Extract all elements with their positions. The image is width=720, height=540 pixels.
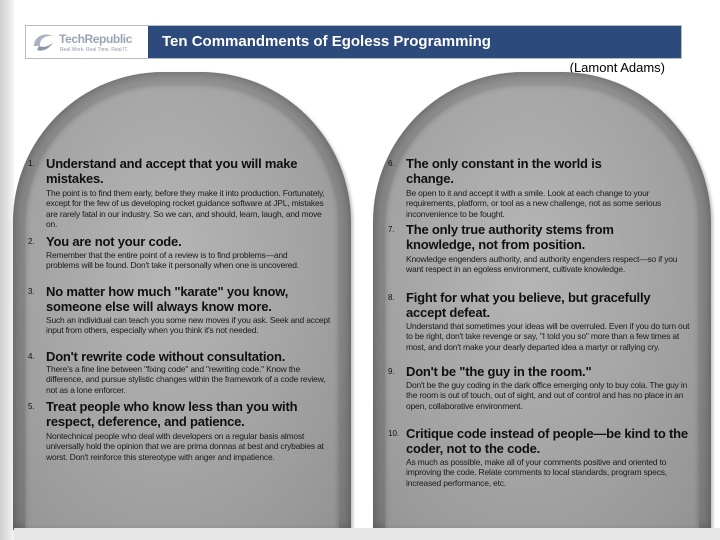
- logo-name: TechRepublic: [59, 32, 132, 46]
- title-band: [148, 26, 681, 58]
- commandment-number: 9.: [388, 367, 395, 376]
- commandment-heading: Understand and accept that you will make mistakes.: [46, 156, 298, 186]
- commandment-heading: The only true authority stems from knowledge, not from position.: [406, 222, 614, 252]
- header-banner: [25, 25, 682, 59]
- commandment-body: There's a fine line between "fixing code" and "rewriting code." Know the difference, and pursue stylistic changes within the framework of a code review, not as a lone enforcer.: [46, 364, 326, 395]
- commandment-number: 8.: [388, 293, 395, 302]
- commandment-heading: Don't be "the guy in the room.": [406, 364, 592, 379]
- commandment-number: 10.: [388, 429, 400, 438]
- commandment-body: Understand that sometimes your ideas will be overruled. Even if you do turn out to be right, don't take revenge or say, "I told you so" more than a few times at most, and don't make your dearly departed idea a martyr or rallying cry.: [406, 321, 690, 352]
- commandment-number: 4.: [28, 352, 35, 361]
- commandment-body: As much as possible, make all of your comments positive and oriented to improving the code. Relate comments to local standards, program specs, increased performance, etc.: [406, 457, 667, 488]
- commandment-body: Don't be the guy coding in the dark office emerging only to buy cola. The guy in the room is out of touch, out of sight, and out of control and has no place in an open, collaborative environment.: [406, 380, 688, 411]
- commandment-number: 1.: [28, 159, 35, 168]
- commandment-body: Be open to it and accept it with a smile. Look at each change to your requirements, platform, or tool as a new challenge, not as some serious inconvenience to be fought.: [406, 188, 662, 219]
- commandment-heading: Don't rewrite code without consultation.: [46, 349, 286, 364]
- commandment-number: 2.: [28, 237, 35, 246]
- commandment-number: 5.: [28, 402, 35, 411]
- commandment-body: Such an individual can teach you some new moves if you ask. Seek and accept input from others, especially when you think it's not needed.: [46, 315, 331, 336]
- slide-bottom-bar: [14, 528, 720, 540]
- commandment-heading: Treat people who know less than you with respect, deference, and patience.: [46, 399, 298, 429]
- left-tablet: [13, 72, 351, 530]
- slide-title: Ten Commandments of Egoless Programming: [162, 33, 491, 50]
- techrepublic-logo: [29, 28, 147, 56]
- slide-left-strip: [0, 0, 14, 540]
- commandment-body: Nontechnical people who deal with developers on a regular basis almost universally hold the opinion that we are prima donnas at best and crybabies at worst. Don't reinforce this stereotype with anger and impatience.: [46, 431, 324, 462]
- logo-tagline: Real Work. Real Time. Real IT.: [60, 47, 129, 53]
- commandment-body: Remember that the entire point of a review is to find problems—and problems will be found. Don't take it personally when one is uncovered.: [46, 250, 299, 271]
- right-tablet: [373, 72, 711, 530]
- commandment-number: 7.: [388, 225, 395, 234]
- commandment-heading: The only constant in the world is change.: [406, 156, 602, 186]
- commandment-body: The point is to find them early, before they make it into production. Fortunately, except for the few of us developing rocket guidance software at JPL, mistakes are rarely fatal in our industry. So we can, and should, learn, laugh, and move on.: [46, 188, 325, 229]
- commandment-heading: Fight for what you believe, but gracefully accept defeat.: [406, 290, 651, 320]
- commandment-heading: No matter how much "karate" you know, someone else will always know more.: [46, 284, 289, 314]
- commandment-heading: Critique code instead of people—be kind to the coder, not to the code.: [406, 426, 688, 456]
- commandment-body: Knowledge engenders authority, and authority engenders respect—so if you want respect in an egoless environment, cultivate knowledge.: [406, 254, 678, 275]
- commandment-heading: You are not your code.: [46, 234, 182, 249]
- commandment-number: 3.: [28, 287, 35, 296]
- author-credit: (Lamont Adams): [569, 60, 665, 75]
- commandment-number: 6.: [388, 159, 395, 168]
- logo-swirl-icon: [31, 31, 57, 53]
